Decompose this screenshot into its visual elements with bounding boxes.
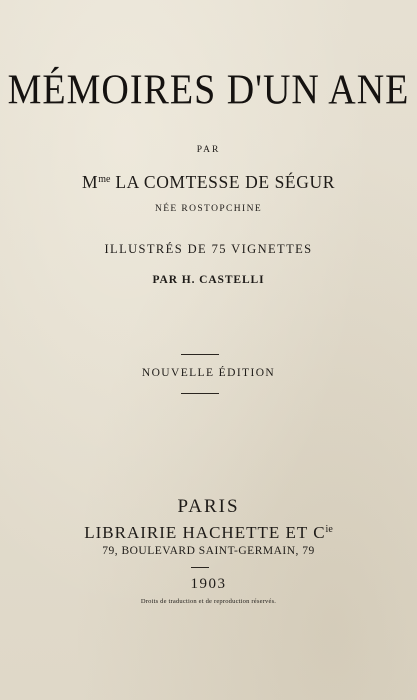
author-line <box>0 174 417 192</box>
divider-bottom <box>181 393 219 394</box>
divider-small <box>191 567 209 568</box>
imprint-city: PARIS <box>177 496 240 517</box>
publisher-address: 79, BOULEVARD SAINT-GERMAIN, 79 <box>102 545 315 557</box>
divider-top <box>181 354 219 355</box>
rights-notice: Droits de traduction et de reproduction réservés. <box>140 598 277 605</box>
author-name: LA COMTESSE DE SÉGUR <box>110 172 335 192</box>
publisher-superscript: ie <box>325 524 333 535</box>
illustrations-line: ILLUSTRÉS DE 75 VIGNETTES <box>104 242 313 256</box>
maiden-name: NÉE ROSTOPCHINE <box>154 204 263 214</box>
illustrator-line: PAR H. CASTELLI <box>152 274 265 286</box>
publisher-name: LIBRAIRIE HACHETTE ET C <box>84 523 326 542</box>
author-prefix-superscript: me <box>98 174 111 185</box>
publication-year: 1903 <box>190 576 227 592</box>
by-label: PAR <box>196 145 221 155</box>
author-prefix: M <box>82 172 99 192</box>
book-title: MÉMOIRES D'UN ANE <box>7 66 410 114</box>
edition-label: NOUVELLE ÉDITION <box>141 367 276 379</box>
publisher-line <box>0 524 417 541</box>
